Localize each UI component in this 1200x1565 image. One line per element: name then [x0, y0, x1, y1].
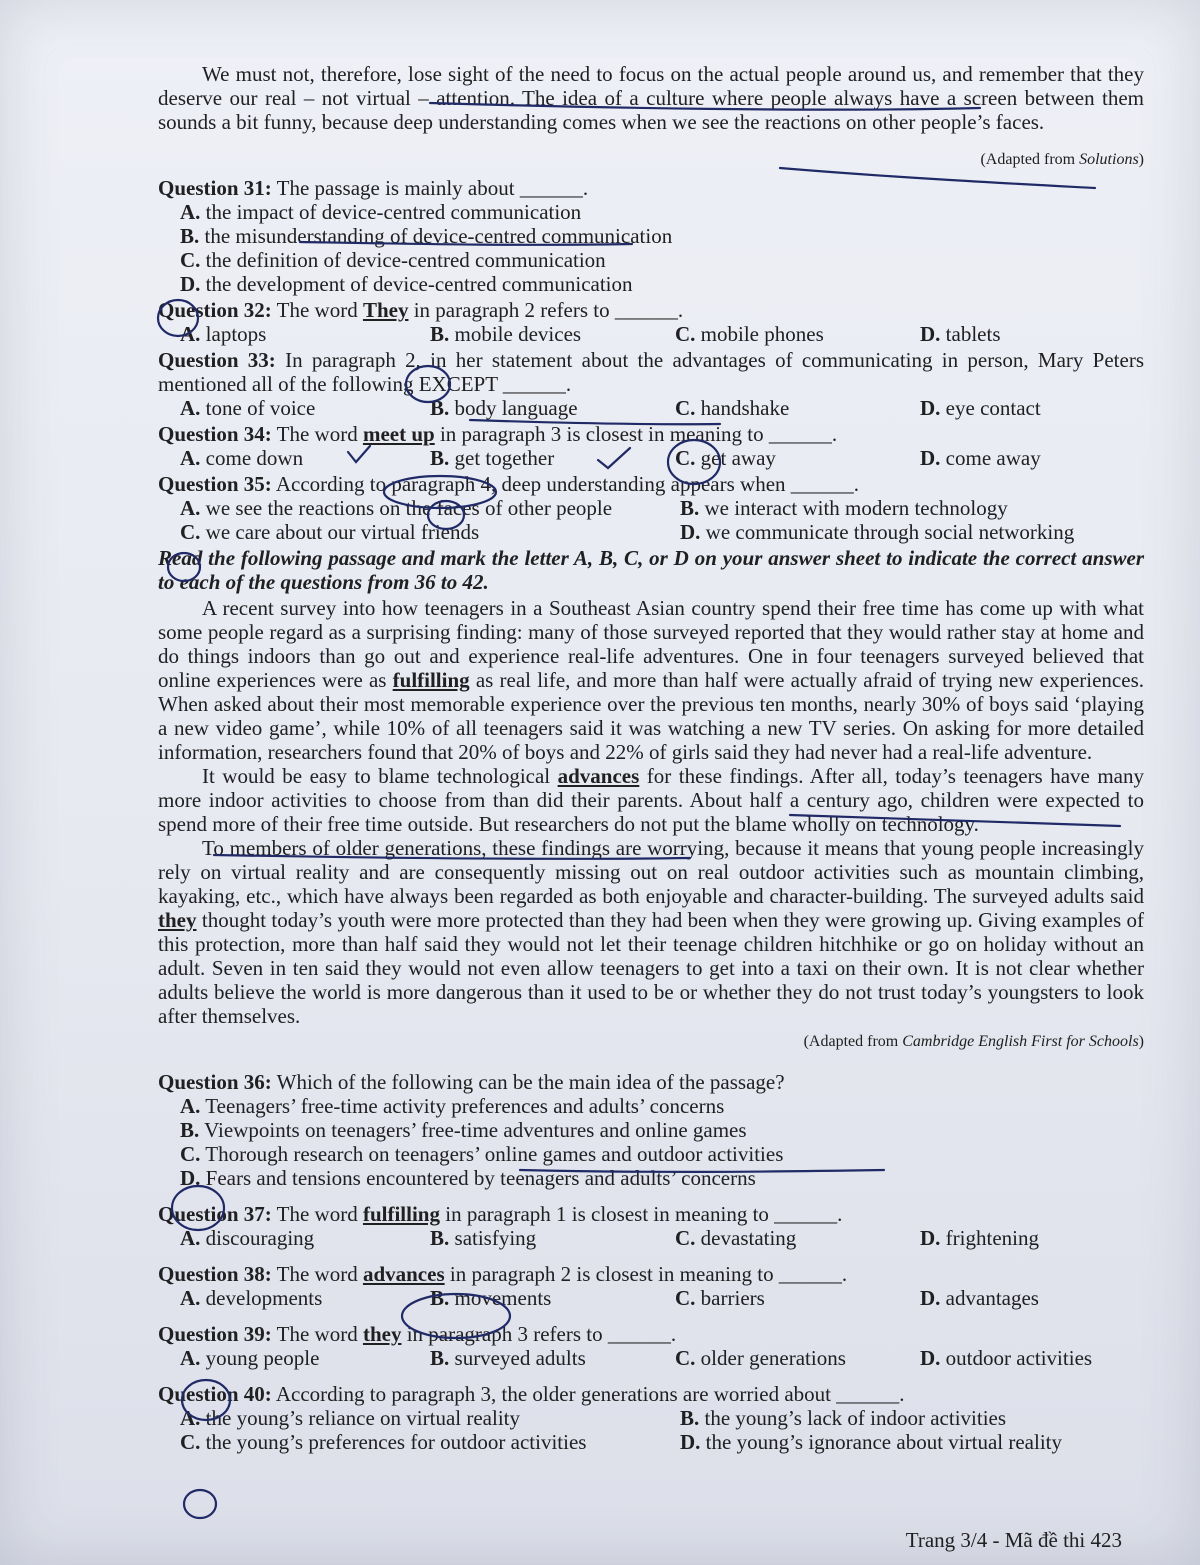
question-label: Question 33: — [158, 348, 276, 372]
passage2-paragraph-1: A recent survey into how teenagers in a Southeast Asian country spend their free time has come up with what some people regard as a surprising finding: many of those surveyed reported that they would rather stay at home and do things indoors than go out and experience real-life adventures. One in four teenagers surveyed believed that online experiences were as fulfilling as real life, and more than half were actually afraid of trying new experiences. When asked about their most memorable experience over the previous ten months, nearly 30% of boys said ‘playing a new video game’, while 10% of all teenagers said it was watching a new TV series. On asking for more detailed information, researchers found that 20% of boys and 22% of girls said they had never had a real-life adventure. — [158, 596, 1144, 764]
option-b[interactable]: B. the misunderstanding of device-centred communication — [180, 224, 673, 248]
question-label: Question 31: — [158, 176, 272, 200]
question-38: Question 38: The word advances in paragraph 2 is closest in meaning to ______. A. developments B. movements C. barriers D. advantages — [158, 1262, 1144, 1310]
option-d[interactable]: D. advantages — [920, 1286, 1039, 1310]
option-b[interactable]: B. body language — [430, 396, 578, 420]
option-c[interactable]: C. get away — [675, 446, 776, 470]
option-c[interactable]: C. Thorough research on teenagers’ online games and outdoor activities — [180, 1142, 784, 1166]
question-37: Question 37: The word fulfilling in paragraph 1 is closest in meaning to ______. A. discouraging B. satisfying C. devastating D. frightening — [158, 1202, 1144, 1250]
option-a[interactable]: A. laptops — [180, 322, 267, 346]
keyword-fulfilling: fulfilling — [392, 668, 470, 692]
option-a[interactable]: A. discouraging — [180, 1226, 315, 1250]
keyword-advances: advances — [557, 764, 640, 788]
question-label: Question 35: — [158, 472, 272, 496]
option-d[interactable]: D. we communicate through social networking — [680, 520, 1075, 544]
option-d[interactable]: D. come away — [920, 446, 1041, 470]
question-stem: According to paragraph 4, deep understanding appears when ______. — [275, 472, 860, 496]
option-b[interactable]: B. the young’s lack of indoor activities — [680, 1406, 1007, 1430]
question-stem: According to paragraph 3, the older generations are worried about ______. — [275, 1382, 905, 1406]
option-b[interactable]: B. we interact with modern technology — [680, 496, 1008, 520]
keyword: They — [362, 298, 409, 322]
option-b[interactable]: B. satisfying — [430, 1226, 537, 1250]
question-label: Question 34: — [158, 422, 272, 446]
option-d[interactable]: D. eye contact — [920, 396, 1041, 420]
option-d[interactable]: D. the young’s ignorance about virtual reality — [680, 1430, 1062, 1454]
question-label: Question 39: — [158, 1322, 272, 1346]
option-d[interactable]: D. tablets — [920, 322, 1001, 346]
question-stem: The passage is mainly about ______. — [276, 176, 589, 200]
question-label: Question 36: — [158, 1070, 272, 1094]
option-b[interactable]: B. movements — [430, 1286, 552, 1310]
option-b[interactable]: B. surveyed adults — [430, 1346, 586, 1370]
pen-circle — [184, 1490, 216, 1518]
keyword: meet up — [362, 422, 435, 446]
option-a[interactable]: A. Teenagers’ free-time activity preferences and adults’ concerns — [180, 1094, 725, 1118]
question-label: Question 40: — [158, 1382, 272, 1406]
keyword: advances — [362, 1262, 445, 1286]
question-32: Question 32: The word They in paragraph 2 refers to ______. A. laptops B. mobile devices C. mobile phones D. tablets — [158, 298, 1144, 346]
option-b[interactable]: B. Viewpoints on teenagers’ free-time adventures and online games — [180, 1118, 747, 1142]
question-stem: In paragraph 2, in her statement about the advantages of communicating in person, Mary Peters mentioned all of the following EXCEPT ______. — [158, 348, 1145, 396]
section-instruction: Read the following passage and mark the letter A, B, C, or D on your answer sheet to indicate the correct answer to each of the questions from 36 to 42. — [158, 546, 1144, 594]
option-a[interactable]: A. the young’s reliance on virtual reality — [180, 1406, 520, 1430]
option-b[interactable]: B. get together — [430, 446, 555, 470]
option-c[interactable]: C. barriers — [675, 1286, 765, 1310]
option-c[interactable]: C. we care about our virtual friends — [180, 520, 480, 544]
page-footer: Trang 3/4 - Mã đề thi 423 — [905, 1528, 1122, 1552]
option-a[interactable]: A. tone of voice — [180, 396, 316, 420]
option-a[interactable]: A. come down — [180, 446, 304, 470]
page-content — [158, 62, 1144, 1454]
passage2-paragraph-2: It would be easy to blame technological advances for these findings. After all, today’s teenagers have many more indoor activities to choose from than did their parents. About half a century ago, children were expected to spend more of their free time outside. But researchers do not put the blame wholly on technology. — [158, 764, 1144, 836]
option-d[interactable]: D. Fears and tensions encountered by teenagers and adults’ concerns — [180, 1166, 756, 1190]
option-a[interactable]: A. the impact of device-centred communication — [180, 200, 582, 224]
passage-closing-paragraph: We must not, therefore, lose sight of the need to focus on the actual people around us, and remember that they deserve our real – not virtual – attention. The idea of a culture where people always have a screen between them sounds a bit funny, because deep understanding comes when we see the reactions on other people’s faces. — [158, 62, 1144, 134]
question-stem: Which of the following can be the main idea of the passage? — [276, 1070, 785, 1094]
option-d[interactable]: D. frightening — [920, 1226, 1039, 1250]
question-label: Question 38: — [158, 1262, 272, 1286]
keyword-they: they — [158, 908, 197, 932]
option-a[interactable]: A. developments — [180, 1286, 323, 1310]
option-a[interactable]: A. young people — [180, 1346, 320, 1370]
option-c[interactable]: C. devastating — [675, 1226, 797, 1250]
option-d[interactable]: D. outdoor activities — [920, 1346, 1093, 1370]
passage2-paragraph-3: To members of older generations, these findings are worrying, because it means that young people increasingly rely on virtual reality and are consequently missing out on real outdoor activities such as mountain climbing, kayaking, etc., which have always been regarded as both enjoyable and character-building. The surveyed adults said they thought today’s youth were more protected than they had been when they were growing up. Giving examples of this protection, more than half said they would not let their teenage children hitchhike or go on holiday without an adult. Seven in ten said they would not even allow teenagers to get into a taxi on their own. It is not clear whether adults believe the world is more dangerous than it used to be or whether they do not trust today’s youngsters to look after themselves. — [158, 836, 1145, 1028]
question-40 — [158, 1382, 1144, 1454]
option-c[interactable]: C. handshake — [675, 396, 790, 420]
question-label: Question 37: — [158, 1202, 272, 1226]
question-33 — [158, 348, 1144, 420]
option-c[interactable]: C. the young’s preferences for outdoor activities — [180, 1430, 587, 1454]
source-citation-1: (Adapted from Solutions) — [980, 151, 1144, 168]
option-c[interactable]: C. the definition of device-centred communication — [180, 248, 606, 272]
question-34: Question 34: The word meet up in paragraph 3 is closest in meaning to ______. A. come down B. get together C. get away D. come away — [158, 422, 1144, 470]
option-c[interactable]: C. mobile phones — [675, 322, 824, 346]
question-label: Question 32: — [158, 298, 272, 322]
option-b[interactable]: B. mobile devices — [430, 322, 582, 346]
question-39: Question 39: The word they in paragraph 3 refers to ______. A. young people B. surveyed adults C. older generations D. outdoor activities — [158, 1322, 1144, 1370]
keyword: they — [362, 1322, 402, 1346]
question-31 — [158, 176, 1144, 296]
option-d[interactable]: D. the development of device-centred communication — [180, 272, 633, 296]
source-citation-2: (Adapted from Cambridge English First for Schools) — [803, 1033, 1144, 1050]
keyword: fulfilling — [362, 1202, 440, 1226]
option-a[interactable]: A. we see the reactions on the faces of other people — [180, 496, 613, 520]
option-c[interactable]: C. older generations — [675, 1346, 846, 1370]
question-35 — [158, 472, 1144, 544]
question-36 — [158, 1070, 1144, 1190]
